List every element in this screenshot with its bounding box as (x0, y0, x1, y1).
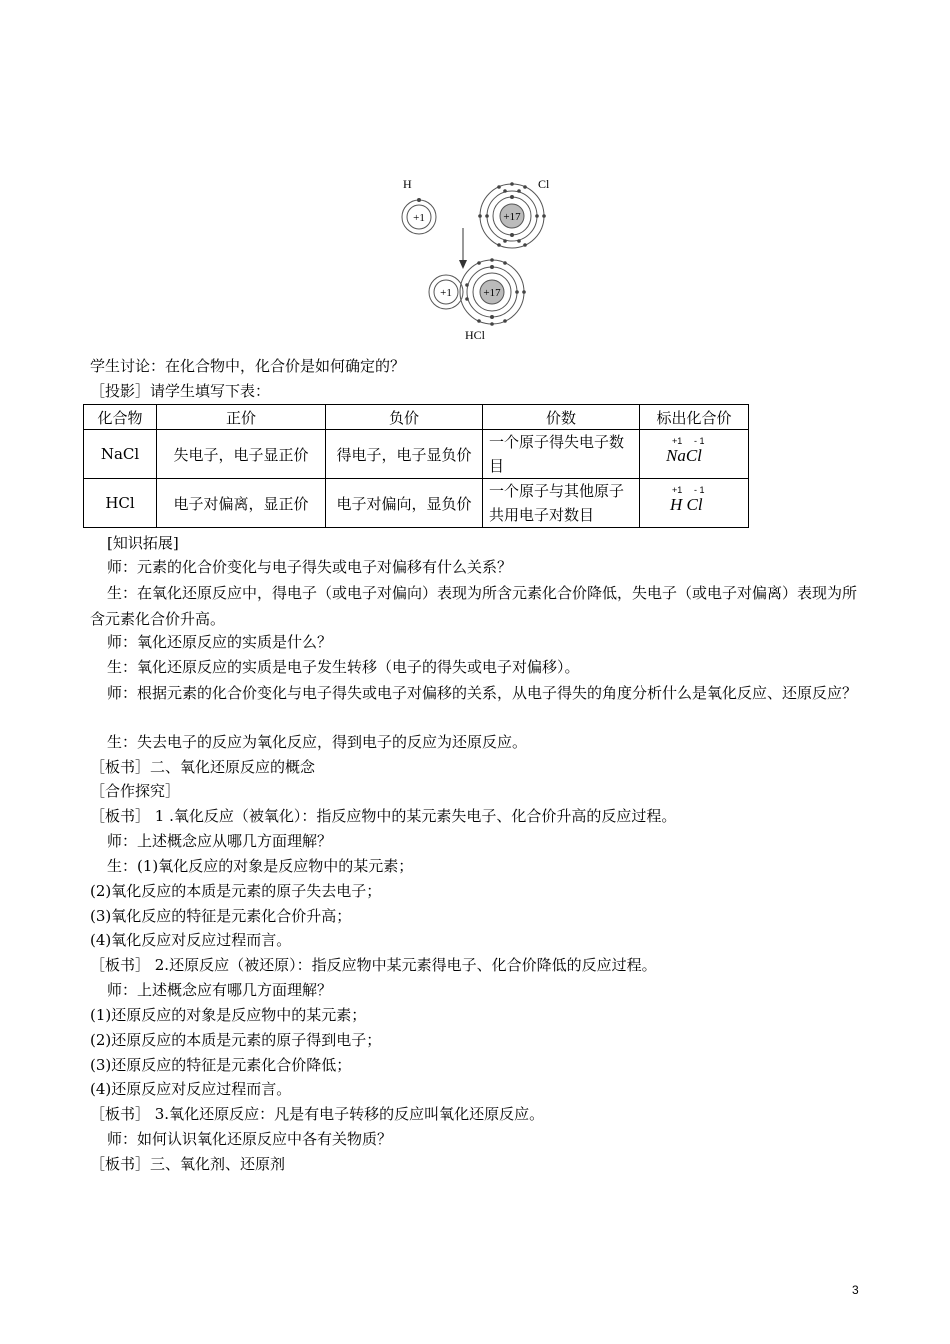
list-item: (4)氧化反应对反应过程而言。 (90, 931, 292, 949)
board-definition: ［板书］ 1 .氧化反应（被氧化）：指反应物中的某元素失电子、化合价升高的反应过程。 (90, 807, 677, 825)
hcl-electron-diagram (395, 172, 555, 344)
projection-heading: ［投影］请学生填写下表： (90, 382, 271, 400)
h-atom (402, 198, 436, 234)
atom-structure-figure (395, 172, 555, 344)
student-answer: 生：(1)氧化反应的对象是反应物中的某元素； (107, 857, 414, 875)
student-answer: 生：氧化还原反应的实质是电子发生转移（电子的得失或电子对偏移）。 (107, 658, 580, 676)
reaction-arrow-icon (459, 228, 467, 269)
table-row (84, 479, 749, 528)
cl-atom (478, 182, 546, 248)
cell-compound: NaCl (84, 430, 157, 479)
hcl-label: HCl (464, 328, 486, 342)
student-answer: 生：在氧化还原反应中，得电子（或电子对偏向）表现为所含元素化合价降低，失电子（或电子对偏离）表现为所含元素化合价升高。 (90, 584, 858, 628)
cell-compound: HCl (84, 479, 157, 528)
teacher-question: 师：上述概念应有哪几方面理解？ (107, 981, 333, 999)
cell-valence-count: 一个原子与其他原子共用电子对数目 (483, 479, 640, 528)
cell-positive: 失电子，电子显正价 (157, 430, 326, 479)
list-item: (2)氧化反应的本质是元素的原子失去电子； (90, 882, 382, 900)
board-heading: ［板书］二、氧化还原反应的概念 (90, 758, 316, 776)
header-mark-valence: 标出化合价 (640, 405, 749, 430)
valence-table (83, 404, 749, 528)
valence-notation (664, 481, 724, 521)
student-answer: 生：失去电子的反应为氧化反应，得到电子的反应为还原反应。 (107, 733, 528, 751)
valence-notation (664, 432, 724, 472)
teacher-question: 师：元素的化合价变化与电子得失或电子对偏移有什么关系？ (107, 558, 513, 576)
student-discussion: 学生讨论：在化合物中，化合价是如何确定的？ (90, 357, 406, 375)
h-nucleus-charge: +1 (413, 212, 425, 224)
valence-sup-negative: - 1 (694, 436, 705, 446)
hcl-h-nucleus-charge: +1 (440, 287, 452, 299)
valence-sup-positive: +1 (672, 485, 683, 495)
list-item: (1)还原反应的对象是反应物中的某元素； (90, 1006, 367, 1024)
teacher-question: 师：上述概念应从哪几方面理解？ (107, 832, 333, 850)
table-row (84, 430, 749, 479)
valence-formula: NaCl (666, 446, 702, 465)
cell-negative: 得电子，电子显负价 (326, 430, 483, 479)
cell-positive: 电子对偏离，显正价 (157, 479, 326, 528)
cooperative-inquiry-heading: ［合作探究］ (90, 782, 181, 800)
teacher-question: 师：根据元素的化合价变化与电子得失或电子对偏移的关系，从电子得失的角度分析什么是氧化反应、还原反应？ (107, 684, 858, 702)
hcl-molecule (429, 258, 526, 326)
header-negative: 负价 (326, 405, 483, 430)
board-definition: ［板书］ 3.氧化还原反应：凡是有电子转移的反应叫氧化还原反应。 (90, 1105, 545, 1123)
list-item: (3)还原反应的特征是元素化合价降低； (90, 1056, 352, 1074)
cl-nucleus-charge: +17 (503, 211, 521, 223)
header-positive: 正价 (157, 405, 326, 430)
list-item: (4)还原反应对反应过程而言。 (90, 1080, 292, 1098)
hcl-cl-nucleus-charge: +17 (483, 287, 501, 299)
teacher-question: 师：如何认识氧化还原反应中各有关物质？ (107, 1130, 393, 1148)
cell-mark-valence (640, 479, 749, 528)
valence-formula: H Cl (670, 495, 703, 514)
header-compound: 化合物 (84, 405, 157, 430)
teacher-question: 师：氧化还原反应的实质是什么？ (107, 633, 333, 651)
cell-mark-valence (640, 430, 749, 479)
board-heading: ［板书］三、氧化剂、还原剂 (90, 1155, 286, 1173)
valence-sup-negative: - 1 (694, 485, 705, 495)
board-definition: ［板书］ 2.还原反应（被还原）：指反应物中某元素得电子、化合价降低的反应过程。 (90, 956, 657, 974)
h-label: H (403, 177, 412, 191)
cell-valence-count: 一个原子得失电子数目 (483, 430, 640, 479)
page-number: 3 (852, 1283, 859, 1297)
knowledge-extension-heading: [知识拓展] (107, 534, 179, 552)
cell-negative: 电子对偏向，显负价 (326, 479, 483, 528)
valence-sup-positive: +1 (672, 436, 683, 446)
table-header-row (84, 405, 749, 430)
cl-label: Cl (538, 177, 550, 191)
list-item: (3)氧化反应的特征是元素化合价升高； (90, 907, 352, 925)
header-valence-count: 价数 (483, 405, 640, 430)
list-item: (2)还原反应的本质是元素的原子得到电子； (90, 1031, 382, 1049)
